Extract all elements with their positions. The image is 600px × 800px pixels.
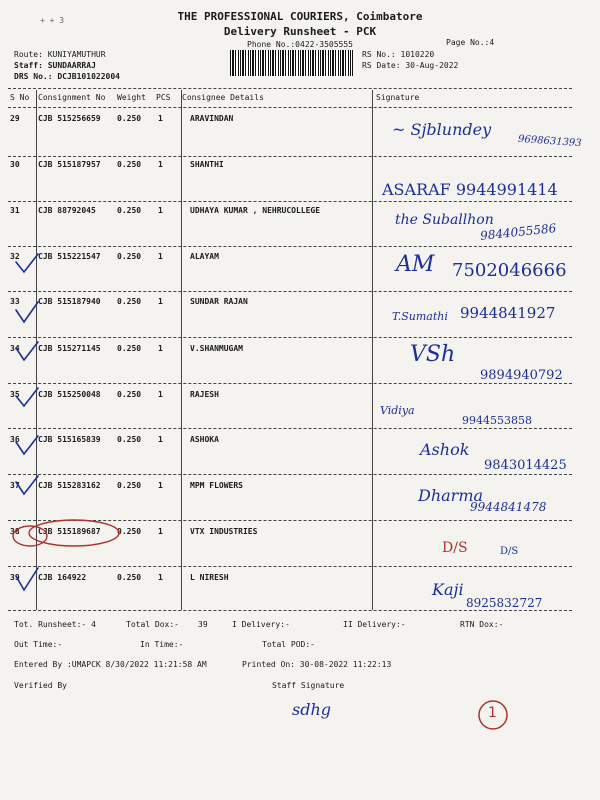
row-consignee: L NIRESH [190, 573, 229, 582]
signature-phone: 9894940792 [480, 368, 563, 383]
col-pcs: PCS [156, 93, 171, 102]
row-pcs: 1 [158, 206, 163, 215]
row-consignee: MPM FLOWERS [190, 481, 243, 490]
row-consignment: CJB 515187957 [38, 160, 101, 169]
row-consignment: CJB 515165839 [38, 435, 101, 444]
signature-scrawl: Vidiya [380, 404, 415, 417]
check-icon [16, 342, 38, 360]
staff: Staff: SUNDAARRAJ [14, 61, 96, 70]
table-row [0, 435, 600, 449]
out-time: Out Time:- [14, 640, 63, 649]
total-dox-label: Total Dox:- [126, 620, 179, 629]
ii-delivery: II Delivery:- [343, 620, 406, 629]
row-sno: 37 [10, 481, 20, 490]
row-pcs: 1 [158, 390, 163, 399]
signature-scrawl: T.Sumathi [392, 310, 448, 323]
table-header [0, 93, 600, 107]
row-sno: 36 [10, 435, 20, 444]
verified-by: Verified By [14, 681, 67, 690]
row-rule [8, 337, 572, 338]
row-pcs: 1 [158, 527, 163, 536]
row-consignment: CJB 515256659 [38, 114, 101, 123]
row-pcs: 1 [158, 435, 163, 444]
signature-phone: 7502046666 [452, 260, 567, 281]
table-bottom-rule [8, 610, 572, 611]
row-consignee: VTX INDUSTRIES [190, 527, 258, 536]
row-sno: 32 [10, 252, 20, 261]
company-title: THE PROFESSIONAL COURIERS, Coimbatore [177, 10, 423, 23]
row-sno: 30 [10, 160, 20, 169]
row-weight: 0.250 [117, 344, 142, 353]
tick-marks [10, 250, 50, 610]
corner-note: + + 3 [40, 16, 65, 25]
row-weight: 0.250 [117, 206, 142, 215]
row-rule [8, 566, 572, 567]
table-top-rule [8, 88, 572, 89]
consignment-circle [26, 516, 122, 550]
row-sno: 33 [10, 297, 20, 306]
staff-signature-scrawl: sdhg [292, 700, 331, 719]
row-pcs: 1 [158, 160, 163, 169]
signature-phone: 9944841927 [460, 304, 556, 322]
row-sno: 35 [10, 390, 20, 399]
phone-number: Phone No.:0422-3505555 [247, 40, 353, 49]
total-pod: Total POD:- [262, 640, 315, 649]
signature-scrawl: AM [396, 252, 435, 277]
table-row [0, 114, 600, 128]
row-weight: 0.250 [117, 435, 142, 444]
row-consignee: V.SHANMUGAM [190, 344, 243, 353]
signature-scrawl: Kaji [432, 580, 464, 599]
page-number: Page No.:4 [446, 38, 495, 47]
table-row [0, 390, 600, 404]
row-rule [8, 246, 572, 247]
staff-signature-label: Staff Signature [272, 681, 345, 690]
signature-scrawl: ASARAF 9944991414 [382, 180, 558, 199]
check-icon [16, 436, 38, 454]
col-consignee: Consignee Details [182, 93, 264, 102]
row-consignee: ASHOKA [190, 435, 219, 444]
table-row [0, 344, 600, 358]
row-pcs: 1 [158, 344, 163, 353]
row-sno: 38 [10, 527, 20, 536]
row-weight: 0.250 [117, 160, 142, 169]
signature-phone: 9944553858 [462, 414, 532, 427]
row-pcs: 1 [158, 297, 163, 306]
row-consignment: CJB 164922 [38, 573, 87, 582]
col-sno: S No [10, 93, 30, 102]
row-rule [8, 291, 572, 292]
rs-date: RS Date: 30-Aug-2022 [362, 61, 459, 70]
total-dox-value: 39 [198, 620, 208, 629]
signature-phone: 9698631393 [517, 133, 582, 150]
row-sno: 39 [10, 573, 20, 582]
barcode [230, 50, 353, 76]
row-pcs: 1 [158, 573, 163, 582]
row-consignee: SUNDAR RAJAN [190, 297, 248, 306]
printed-on: Printed On: 30-08-2022 11:22:13 [242, 660, 392, 669]
signature-phone: 9843014425 [484, 458, 567, 473]
in-time: In Time:- [140, 640, 184, 649]
row-weight: 0.250 [117, 527, 142, 536]
signature-phone: 9944841478 [470, 500, 547, 514]
row-consignment: CJB 515250048 [38, 390, 101, 399]
col-signature: Signature [376, 93, 420, 102]
row-rule [8, 383, 572, 384]
signature-phone: 8925832727 [466, 596, 543, 610]
row-weight: 0.250 [117, 390, 142, 399]
rtn-dox: RTN Dox:- [460, 620, 504, 629]
row-consignment: CJB 515189687 [38, 527, 101, 536]
runsheet-title: Delivery Runsheet - PCK [223, 25, 377, 38]
row-consignee: ALAYAM [190, 252, 219, 261]
signature-scrawl: VSh [410, 342, 456, 367]
row-pcs: 1 [158, 252, 163, 261]
row-rule [8, 201, 572, 202]
check-icon [16, 568, 38, 590]
signature-scrawl: the Suballhon [395, 212, 494, 228]
signature-scrawl: Ashok [420, 440, 470, 459]
table-row [0, 160, 600, 174]
row-weight: 0.250 [117, 252, 142, 261]
row-consignment: CJB 515187940 [38, 297, 101, 306]
row-consignment: CJB 88792045 [38, 206, 96, 215]
row-weight: 0.250 [117, 297, 142, 306]
row-consignment: CJB 515283162 [38, 481, 101, 490]
circled-number: 1 [488, 705, 497, 721]
drs-number: DRS No.: DCJB101022004 [14, 72, 120, 81]
col-consignment: Consignment No [38, 93, 106, 102]
row-rule [8, 474, 572, 475]
signature-phone: 9844055586 [479, 221, 557, 243]
row-consignee: ARAVINDAN [190, 114, 234, 123]
route: Route: KUNIYAMUTHUR [14, 50, 106, 59]
row-consignment: CJB 515221547 [38, 252, 101, 261]
row-weight: 0.250 [117, 481, 142, 490]
check-icon [16, 388, 38, 406]
rs-number: RS No.: 1010220 [362, 50, 435, 59]
signature-note: D/S [500, 546, 519, 557]
table-row [0, 481, 600, 495]
check-icon [16, 254, 38, 272]
row-rule [8, 156, 572, 157]
col-weight: Weight [117, 93, 146, 102]
check-icon [16, 302, 38, 322]
table-header-rule [8, 107, 572, 108]
table-row [0, 206, 600, 220]
row-consignee: UDHAYA KUMAR , NEHRUCOLLEGE [190, 206, 321, 215]
row-pcs: 1 [158, 481, 163, 490]
signature-scrawl: D/S [442, 540, 468, 556]
check-icon [16, 476, 38, 494]
row-sno: 34 [10, 344, 20, 353]
row-weight: 0.250 [117, 573, 142, 582]
table-row [0, 573, 600, 587]
row-weight: 0.250 [117, 114, 142, 123]
row-consignee: RAJESH [190, 390, 219, 399]
row-consignment: CJB 515271145 [38, 344, 101, 353]
row-pcs: 1 [158, 114, 163, 123]
row-sno: 31 [10, 206, 20, 215]
signature-scrawl: Dharma [418, 486, 484, 505]
row-consignee: SHANTHI [190, 160, 224, 169]
row-rule [8, 428, 572, 429]
entered-by: Entered By :UMAPCK 8/30/2022 11:21:58 AM [14, 660, 207, 669]
total-runsheet: Tot. Runsheet:- 4 [14, 620, 96, 629]
signature-scrawl: ~ Sjblundey [392, 120, 492, 139]
i-delivery: I Delivery:- [232, 620, 290, 629]
row-sno: 29 [10, 114, 20, 123]
